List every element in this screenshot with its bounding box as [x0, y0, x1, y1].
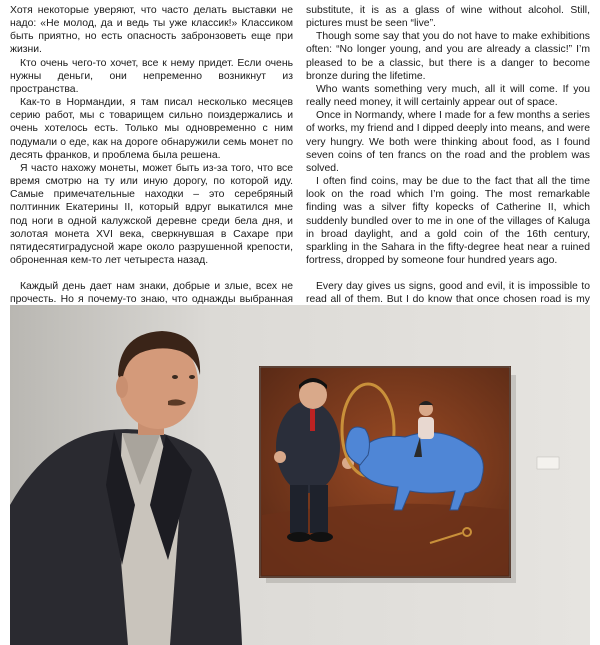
english-paragraph: Every day gives us signs, good and evil, it is impossible to read all of them. But I do know that once chosen road is my: [306, 281, 590, 306]
russian-paragraph: Кто очень чего-то хочет, все к нему придет. Если очень нужны деньги, они непременно возникнут из пространства.: [10, 57, 293, 95]
english-paragraph: Who wants something very much, all it will come. If you really need money, it will certainly appear out of space.: [306, 83, 590, 109]
russian-paragraph: Каждый день дает нам знаки, добрые и злые, всех не прочесть. Но я почему-то знаю, что однажды выбранная: [10, 281, 293, 306]
exhibit-label-card: [537, 457, 559, 469]
russian-paragraph: Хотя некоторые уверяют, что часто делать выставки не надо: «Не молод, да и ведь ты уже классик!» Классиком быть приятно, но есть опасность забронзоветь еще при жизни.: [10, 5, 293, 56]
russian-paragraph: Я часто нахожу монеты, может быть из-за того, что все время смотрю на ту или иную дорогу, по которой иду. Самые примечательные находки – это серебряный полтинник Екатерины II, который вдруг выкатился мне под ноги в одной калужской деревне среди бела дня, и золотая монета XVI века, сверкнувшая в Сахаре при пятидесятиградусной жаре около разрушенной крепости, оброненная кем-то лет четыреста назад.: [10, 162, 293, 266]
painting: [260, 367, 510, 577]
russian-paragraph: Как-то в Нормандии, я там писал несколько месяцев серию работ, мы с товарищем сильно поиздержались и очень хотелось есть. Только мы одновременно с ним подумали о еде, как на дороге обнаружили семь монет по десять франков, и проблема была решена.: [10, 97, 293, 161]
artist-with-painting-illustration: [10, 305, 590, 645]
english-paragraph: I often find coins, may be due to the fact that all the time look on the road which I’m going. The most remarkable finding was a silver fifty kopecks of Catherine II, which suddenly bundled over to me in one of the villages of Kaluga in broad daylight, and a gold coin of the 16th century, sparkling in the Sahara in the fifty-degree heat near a ruined fortress, dropped by someone four hundred years ago.: [306, 176, 590, 266]
english-text-column: [306, 4, 590, 333]
artist-photo: [10, 305, 590, 645]
russian-text-column: [10, 4, 293, 333]
english-paragraph: substitute, it is as a glass of wine without alcohol. Still, pictures must be seen “live”.: [306, 5, 590, 30]
english-paragraph: Once in Normandy, where I made for a few months a series of works, my friend and I dipped deeply into means, and were very hungry. We both were thinking about food, as I found seven coins of ten francs on the road and the problem was solved.: [306, 110, 590, 174]
english-paragraph: Though some say that you do not have to make exhibitions often: “No longer young, and you are already a classic!” I’m pleased to be a classic, but there is a danger to become bronze during the lifetime.: [306, 31, 590, 82]
